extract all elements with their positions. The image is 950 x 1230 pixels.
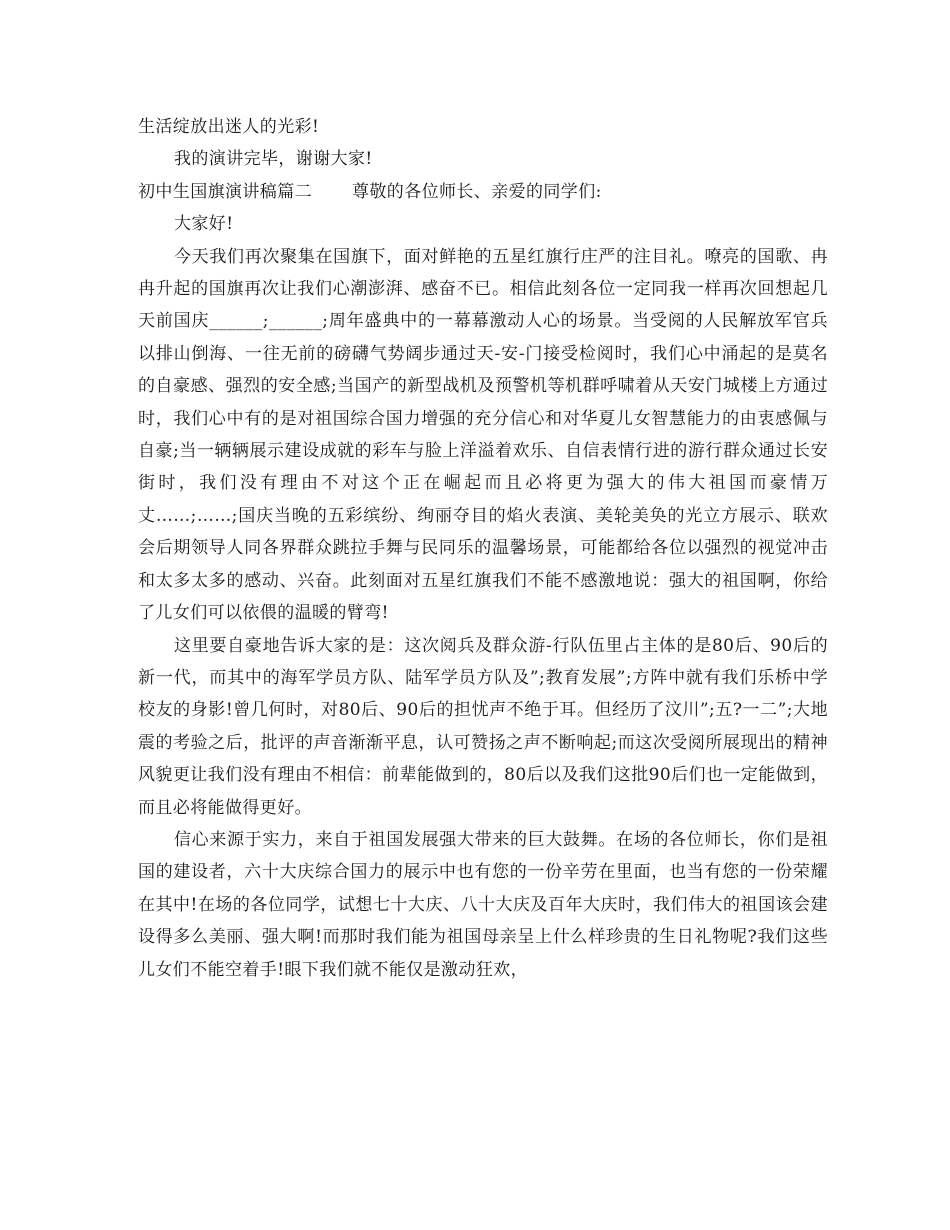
section-title: 初中生国旗演讲稿篇二 [138, 181, 312, 202]
paragraph-national-day: 今天我们再次聚集在国旗下，面对鲜艳的五星红旗行庄严的注目礼。嘹亮的国歌、冉冉升起的国旗再次让我们心潮澎湃、感奋不已。相信此刻各位一定同我一样再次回想起几天前国庆______;______;周年盛典中的一幕幕激动人心的场景。当受阅的人民解放军官兵以排山倒海、一往无前的磅礴气势阔步通过天-安-门接受检阅时，我们心中涌起的是莫名的自豪感、强烈的安全感;当国产的新型战机及预警机等机群呼啸着从天安门城楼上方通过时，我们心中有的是对祖国综合国力增强的充分信心和对华夏儿女智慧能力的由衷感佩与自豪;当一辆辆展示建设成就的彩车与脸上洋溢着欢乐、自信表情行进的游行群众通过长安街时，我们没有理由不对这个正在崛起而且必将更为强大的伟大祖国而豪情万丈……;……;国庆当晚的五彩缤纷、绚丽夺目的焰火表演、美轮美奂的光立方展示、联欢会后期领导人同各界群众跳拉手舞与民同乐的温馨场景，可能都给各位以强烈的视觉冲击和太多太多的感动、兴奋。此刻面对五星红旗我们不能不感激地说：强大的祖国啊，你给了儿女们可以依偎的温暖的臂弯! [138, 246, 828, 624]
speech-text [138, 111, 828, 986]
paragraph-confidence: 信心来源于实力，来自于祖国发展强大带来的巨大鼓舞。在场的各位师长，你们是祖国的建设者，六十大庆综合国力的展示中也有您的一份辛劳在里面，也当有您的一份荣耀在其中!在场的各位同学，试想七十大庆、八十大庆及百年大庆时，我们伟大的祖国该会建设得多么美丽、强大啊!而那时我们能为祖国母亲呈上什么样珍贵的生日礼物呢?我们这些儿女们不能空着手!眼下我们就不能仅是激动狂欢， [138, 829, 828, 980]
section-heading [138, 176, 828, 208]
section-greeting: 尊敬的各位师长、亲爱的同学们: [352, 181, 602, 202]
paragraph-parade-youth: 这里要自豪地告诉大家的是：这次阅兵及群众游-行队伍里占主体的是80后、90后的新一代，而其中的海军学员方队、陆军学员方队及”;教育发展”;方阵中就有我们乐桥中学校友的身影!曾几何时，对80后、90后的担忧声不绝于耳。但经历了汶川”;五?一二”;大地震的考验之后，批评的声音渐渐平息，认可赞扬之声不断响起;而这次受阅所展现出的精神风貌更让我们没有理由不相信：前辈能做到的，80后以及我们这批90后们也一定能做到，而且必将能做得更好。 [138, 635, 828, 818]
paragraph-hello: 大家好! [174, 214, 234, 235]
paragraph-thanks: 我的演讲完毕，谢谢大家! [174, 149, 373, 170]
paragraph-closing-line: 生活绽放出迷人的光彩! [138, 117, 320, 137]
